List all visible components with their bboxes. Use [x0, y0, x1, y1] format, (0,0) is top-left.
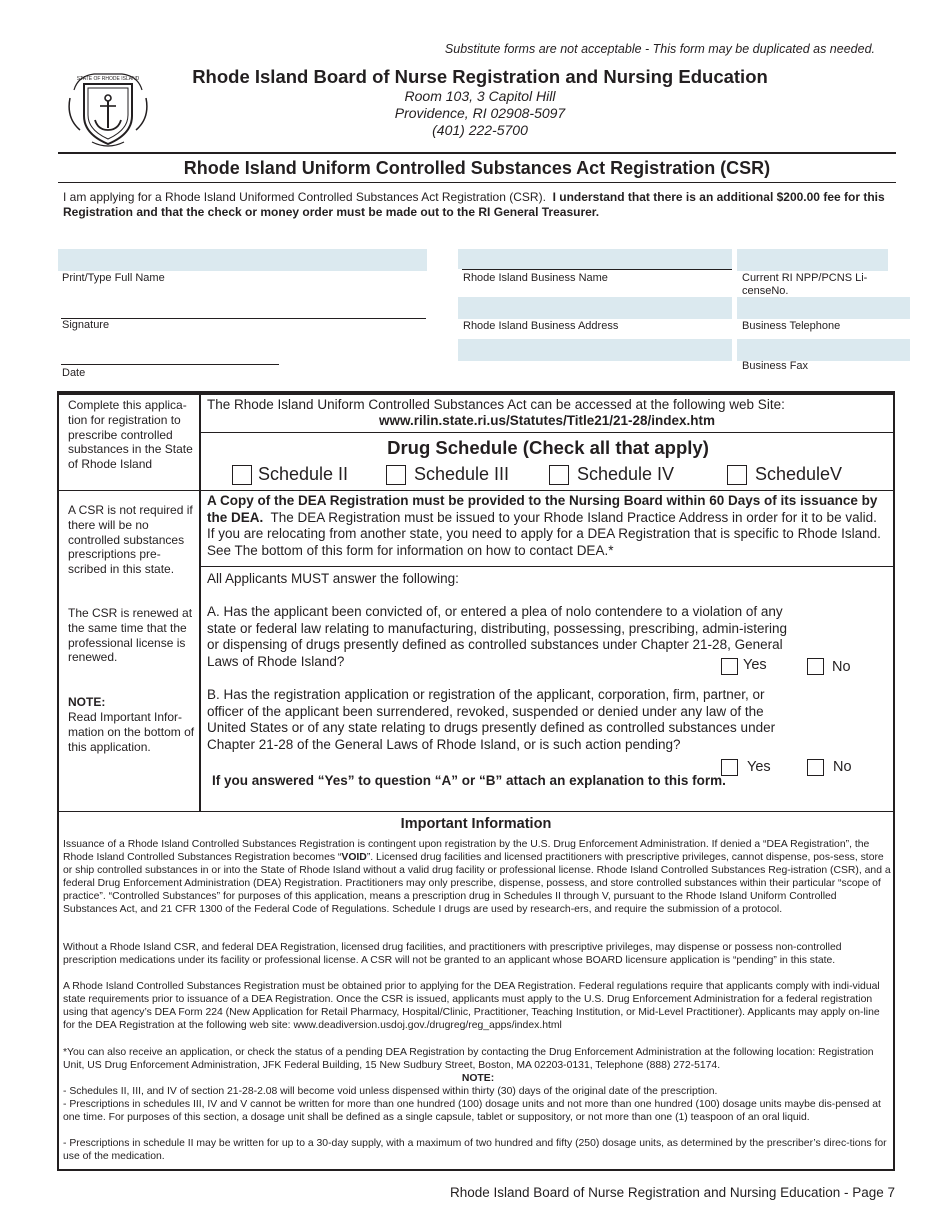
question-a-no-label: No — [832, 659, 851, 675]
schedule-ii-label: Schedule II — [258, 464, 349, 484]
important-paragraph-3: A Rhode Island Controlled Substances Registration must be obtained prior to applying for the DEA Registration. Federal regulations require that applicants comply with indi-vidual state requirements prior to issuance of a DEA Registration. Once the CSR is issued, applicants must apply to the U.S. Drug Enforcement Administration for a federal registration using that agency’s DEA Form 224 (New Application for Retail Pharmacy, Hospital/Clinic, Practitioner, Teaching Institution, or Mid-Level Practitioner). Applicants may apply on-line for the DEA Registration at the following web site: www.deadiversion.usdoj.gov./drugreg/reg_apps/index.html — [63, 981, 880, 1031]
date-line[interactable] — [61, 364, 279, 365]
business-name-input[interactable] — [458, 249, 732, 269]
question-b: B. Has the registration application or registration of the applicant, corporation, firm, partner, or officer of the applicant been surrendered, revoked, suspended or denied under any law of the United States or of any state relating to drugs presently defined as controlled substances under Chapter 21-28 of the General Laws of Rhode Island, or is such action pending? — [207, 687, 776, 752]
question-b-yes-label: Yes — [747, 759, 771, 775]
question-a: A. Has the applicant been convicted of, or entered a plea of nolo contendere to a violation of any state or federal law relating to manufacturing, distributing, possessing, prescribing, admin-istering or dispensing of drugs presently defined as controlled substances under Chapter 21-28, General Laws of Rhode Island? — [207, 604, 788, 669]
business-fax-label: Business Fax — [742, 360, 809, 372]
business-address-input-2[interactable] — [458, 339, 732, 361]
section-divider-2 — [57, 490, 895, 491]
website-intro: The Rhode Island Uniform Controlled Substances Act can be accessed at the following web Site: — [207, 397, 785, 412]
question-b-no-label: No — [833, 759, 852, 775]
section-divider-4 — [57, 811, 895, 812]
schedule-ii-checkbox[interactable] — [232, 465, 252, 485]
important-paragraph-1: Issuance of a Rhode Island Controlled Substances Registration is contingent upon registration by the U.S. Drug Enforcement Administration. If denied a “DEA Registration”, the Rhode Island Controlled Substances Registration becomes “VOID”. Licensed drug facilities and licensed practitioners with prescriptive privileges, cannot dispense, pos-sess, store or ship controlled substances in or into the State of Rhode Island without a valid drug facility or professional license. Rhode Island Controlled Substances Reg-istration (CSR), and a federal Drug Enforcement Administration (DEA) Registration. Practitioners may only prescribe, dispense, possess, and store controlled substances within their particular “scope of practice”. “Controlled Substances” for purposes of this application, means a prescription drug in Schedules II through V, pursuant to the Rhode Island Uniform Controlled Substances Act, and 21 CFR 1300 of the Federal Code of Regulations. Schedule I drugs are used by research-ers, and require the submission of a protocol. — [63, 839, 891, 915]
signature-line[interactable] — [61, 318, 426, 319]
schedule-title: Drug Schedule (Check all that apply) — [387, 437, 709, 458]
schedule-v-checkbox[interactable] — [727, 465, 747, 485]
business-address-input-1[interactable] — [458, 297, 732, 319]
important-note-title: NOTE: — [461, 1073, 495, 1084]
question-a-yes-checkbox[interactable] — [721, 658, 738, 675]
address-line1: Room 103, 3 Capitol Hill — [404, 88, 556, 104]
license-label: Current RI NPP/PCNS Li-censeNo. — [742, 272, 868, 297]
important-title: Important Information — [400, 816, 552, 832]
sidebar-note-renewed: The CSR is renewed at the same time that the professional license is renewed. — [68, 606, 193, 665]
sidebar-note-read: Read Important Infor-mation on the bottom of this application. — [68, 710, 195, 754]
questions-heading: All Applicants MUST answer the following: — [207, 571, 459, 586]
website-url[interactable]: www.rilin.state.ri.us/Statutes/Title21/21-28/index.htm — [378, 413, 716, 428]
full-name-input[interactable] — [58, 249, 427, 271]
phone: (401) 222-5700 — [432, 122, 528, 138]
sidebar-note-title: NOTE: — [68, 695, 106, 709]
important-paragraph-4: *You can also receive an application, or check the status of a pending DEA Registration by contacting the Drug Enforcement Administration at the following location: Registration Unit, US Drug Enforcement Administration, JFK Federal Building, 15 New Sudbury Street, Boston, MA 02203-0131, Telephone (888) 272-5174. — [63, 1047, 874, 1071]
schedule-iii-label: Schedule III — [414, 464, 510, 484]
dea-requirement: A Copy of the DEA Registration must be provided to the Nursing Board within 60 Days of its issuance by the DEA. The DEA Registration must be issued to your Rhode Island Practice Address in order for it to be valid. If you are relocating from another state, you need to apply for a DEA Registration that is specific to Rhode Island. See The bottom of this form for information on how to contact DEA.* — [207, 493, 881, 558]
question-a-yes-label: Yes — [743, 657, 767, 673]
important-note-3: - Prescriptions in schedule II may be written for up to a 30-day supply, with a maximum of two hundred and fifty (250) dosage units, as determined by the prescriber’s direc-tions for use of the medication. — [63, 1138, 887, 1162]
board-name: Rhode Island Board of Nurse Registration and Nursing Education — [192, 66, 768, 87]
schedule-v-label: ScheduleV — [755, 464, 843, 484]
business-fax-input[interactable] — [737, 339, 910, 361]
form-title: Rhode Island Uniform Controlled Substances Act Registration (CSR) — [183, 158, 771, 178]
intro-text: I am applying for a Rhode Island Uniformed Controlled Substances Act Registration (CSR). I understand that there is an additional $200.00 fee for this Registration and that the check or money order must be made out to the RI General Treasurer. — [63, 190, 885, 219]
section-divider-3 — [201, 566, 895, 567]
business-name-line — [462, 269, 732, 270]
license-input[interactable] — [737, 249, 888, 271]
schedule-iv-label: Schedule IV — [577, 464, 675, 484]
header-rule — [58, 152, 896, 154]
section-divider-1 — [201, 432, 895, 433]
sidebar-note-not-required: A CSR is not required if there will be no controlled substances prescriptions pre-scribed in this state. — [68, 503, 193, 577]
state-seal-icon — [62, 68, 154, 150]
important-paragraph-2: Without a Rhode Island CSR, and federal DEA Registration, licensed drug facilities, and practitioners with prescriptive privileges, may dispense or possess non-controlled prescription medications under its facility or professional license. A CSR will not be granted to an applicant whose BOARD licensure application is “pending” in this state. — [63, 942, 842, 966]
svg-text:STATE OF RHODE ISLAND: STATE OF RHODE ISLAND — [76, 76, 140, 82]
substitute-note: Substitute forms are not acceptable - This form may be duplicated as needed. — [444, 42, 875, 56]
title-rule — [58, 182, 896, 183]
schedule-iv-checkbox[interactable] — [549, 465, 569, 485]
important-note-1: - Schedules II, III, and IV of section 21-28-2.08 will become void unless dispensed within thirty (30) days of the original date of the prescription. — [63, 1086, 718, 1097]
sidebar-note-complete: Complete this applica-tion for registration to prescribe controlled substances in the State of Rhode Island — [68, 398, 193, 472]
explain-note: If you answered “Yes” to question “A” or “B” attach an explanation to this form. — [212, 773, 726, 788]
business-address-label: Rhode Island Business Address — [463, 320, 619, 332]
business-phone-label: Business Telephone — [742, 320, 841, 332]
date-label: Date — [62, 367, 86, 379]
signature-label: Signature — [62, 319, 110, 331]
question-b-no-checkbox[interactable] — [807, 759, 824, 776]
full-name-label: Print/Type Full Name — [62, 272, 165, 284]
important-note-2: - Prescriptions in schedules III, IV and V cannot be written for more than one hundred (100) dosage units and not more than one hundred (100) dosage units maybe dis-pensed at one time. For purposes of this section, a dosage unit shall be defined as a single capsule, tablet or suppository, or not more than one (1) teaspoon of an oral liquid. — [63, 1099, 881, 1123]
schedule-iii-checkbox[interactable] — [386, 465, 406, 485]
page-footer: Rhode Island Board of Nurse Registration and Nursing Education - Page 7 — [449, 1185, 895, 1200]
question-a-no-checkbox[interactable] — [807, 658, 824, 675]
address-line2: Providence, RI 02908-5097 — [394, 105, 566, 121]
business-name-label: Rhode Island Business Name — [463, 272, 608, 284]
business-phone-input[interactable] — [737, 297, 910, 319]
